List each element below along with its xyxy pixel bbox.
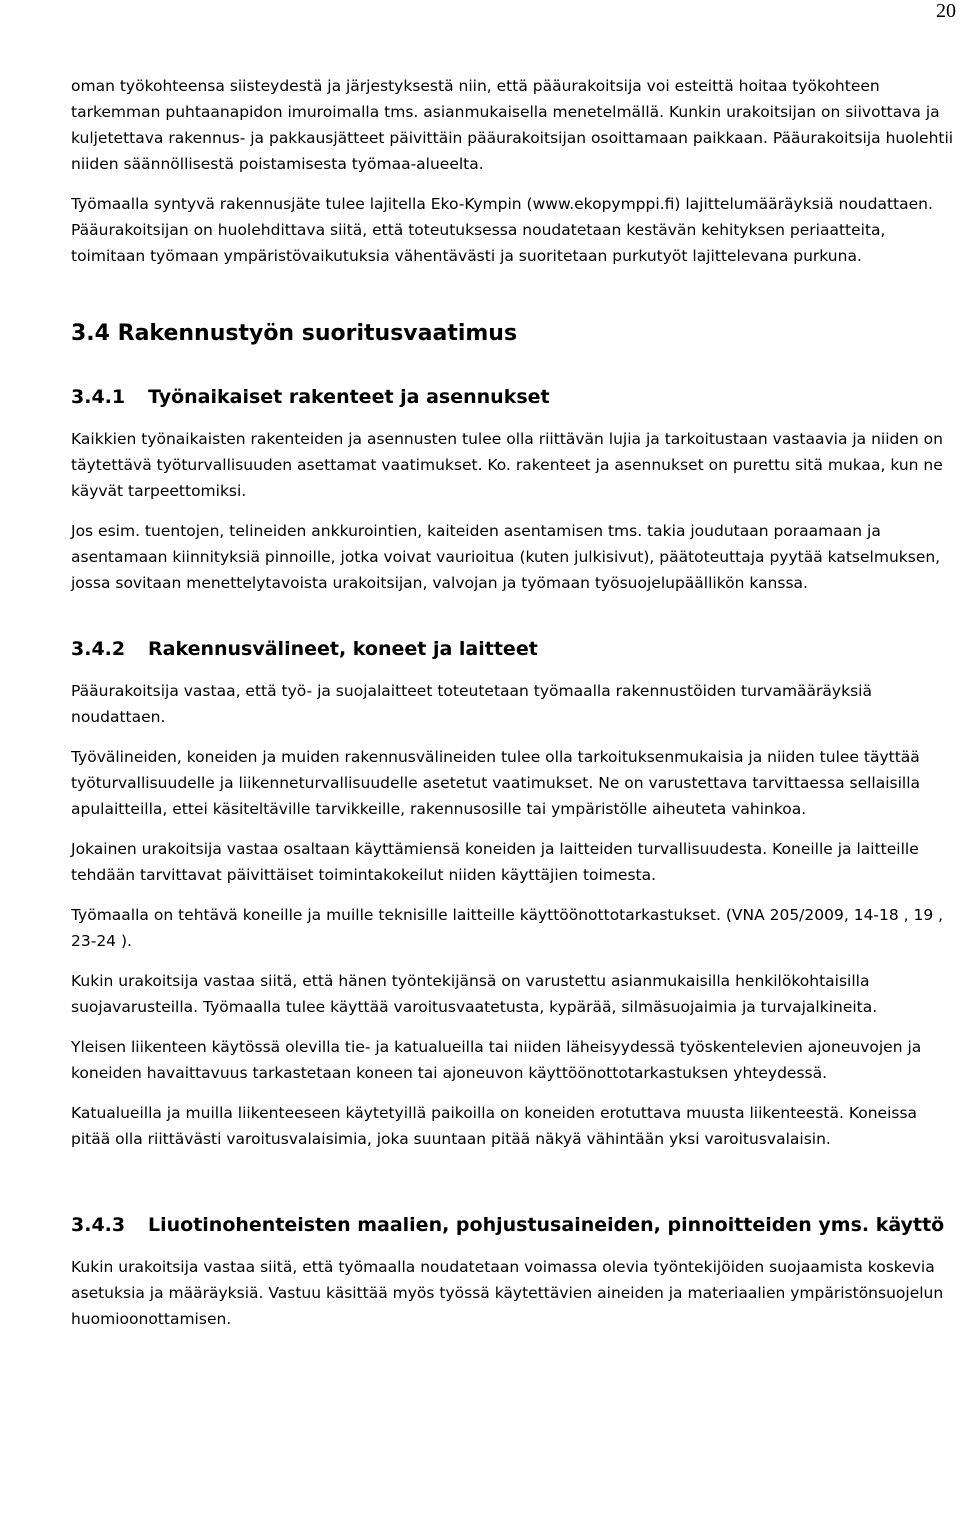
paragraph: Yleisen liikenteen käytössä olevilla tie- ja katualueilla tai niiden läheisyydessä työskentelevien ajoneuvojen ja koneiden havaittavuus tarkastetaan koneen tai ajoneuvon käyttöönottotarkastuksen yhteydessä. (71, 1038, 922, 1082)
section-heading-3-4: 3.4 Rakennustyön suoritusvaatimus (71, 321, 518, 346)
paragraph: Pääurakoitsija vastaa, että työ- ja suojalaitteet toteutetaan työmaalla rakennustöiden turvamääräyksiä noudattaen. (71, 682, 872, 726)
paragraph: Katualueilla ja muilla liikenteeseen käytetyillä paikoilla on koneiden erotuttava muusta liikenteestä. Koneissa pitää olla riittävästi varoitusvalaisimia, joka suuntaan pitää näkyä vähintään yksi varoitusvalaisin. (71, 1104, 918, 1148)
paragraph: Työmaalla on tehtävä koneille ja muille teknisille laitteille käyttöönottotarkastukset. (VNA 205/2009, 14-18 , 19 , 23-24 ). (71, 906, 944, 950)
paragraph: Kukin urakoitsija vastaa siitä, että hänen työntekijänsä on varustettu asianmukaisilla henkilökohtaisilla suojavarusteilla. Työmaalla tulee käyttää varoitusvaatetusta, kypärää, silmäsuojaimia ja turvajalkineita. (71, 972, 878, 1016)
subsection-number: 3.4.3 (71, 1214, 126, 1236)
subsection-number: 3.4.2 (71, 638, 126, 660)
paragraph: Jokainen urakoitsija vastaa osaltaan käyttämiensä koneiden ja laitteiden turvallisuudesta. Koneille ja laitteille tehdään tarvittavat päivittäiset toimintakokeilut niiden käyttäjien toimesta. (71, 840, 919, 884)
paragraph: Kukin urakoitsija vastaa siitä, että työmaalla noudatetaan voimassa olevia työntekijöiden suojaamista koskevia asetuksia ja määräyksiä. Vastuu käsittää myös työssä käytettävien aineiden ja materiaalien ympäristönsuojelun huomioonottamisen. (71, 1258, 944, 1328)
page-content (71, 73, 956, 1332)
subsection-title: Työnaikaiset rakenteet ja asennukset (148, 386, 550, 408)
intro-paragraph-1: oman työkohteensa siisteydestä ja järjestyksestä niin, että pääurakoitsija voi esteittä hoitaa työkohteen tarkemman puhtaanapidon imuroimalla tms. asianmukaisella menetelmällä. Kunkin urakoitsijan on siivottava ja kuljetettava rakennus- ja pakkausjätteet päivittäin pääurakoitsijan osoittamaan paikkaan. Pääurakoitsija huolehtii niiden säännöllisestä poistamisesta työmaa-alueelta. (71, 77, 954, 173)
subsection-number: 3.4.1 (71, 386, 126, 408)
subsection-heading-3-4-3 (71, 1212, 956, 1238)
page-number: 20 (936, 0, 956, 22)
paragraph: Kaikkien työnaikaisten rakenteiden ja asennusten tulee olla riittävän lujia ja tarkoitustaan vastaavia ja niiden on täytettävä työturvallisuuden asettamat vaatimukset. Ko. rakenteet ja asennukset on purettu sitä mukaa, kun ne käyvät tarpeettomiksi. (71, 430, 943, 500)
subsection-title: Rakennusvälineet, koneet ja laitteet (148, 638, 538, 660)
intro-paragraph-2: Työmaalla syntyvä rakennusjäte tulee lajitella Eko-Kympin (www.ekopymppi.fi) lajittelumääräyksiä noudattaen. Pääurakoitsijan on huolehdittava siitä, että toteutuksessa noudatetaan kestävän kehityksen periaatteita, toimitaan työmaan ympäristövaikutuksia vähentävästi ja suoritetaan purkutyöt lajittelevana purkuna. (71, 195, 933, 265)
subsection-heading-3-4-2 (71, 636, 956, 662)
paragraph: Jos esim. tuentojen, telineiden ankkurointien, kaiteiden asentamisen tms. takia joudutaan poraamaan ja asentamaan kiinnityksiä pinnoille, jotka voivat vaurioitua (kuten julkisivut), päätoteuttaja pyytää katselmuksen, jossa sovitaan menettelytavoista urakoitsijan, valvojan ja työmaan työsuojelupäällikön kanssa. (71, 522, 941, 592)
subsection-title: Liuotinohenteisten maalien, pohjustusaineiden, pinnoitteiden yms. käyttö (148, 1214, 945, 1236)
paragraph: Työvälineiden, koneiden ja muiden rakennusvälineiden tulee olla tarkoituksenmukaisia ja niiden tulee täyttää työturvallisuudelle ja liikenneturvallisuudelle asetetut vaatimukset. Ne on varustettava tarvittaessa sellaisilla apulaitteilla, ettei käsiteltäville tarvikkeille, rakennusosille tai ympäristölle aiheuteta vahinkoa. (71, 748, 921, 818)
subsection-heading-3-4-1 (71, 384, 956, 410)
